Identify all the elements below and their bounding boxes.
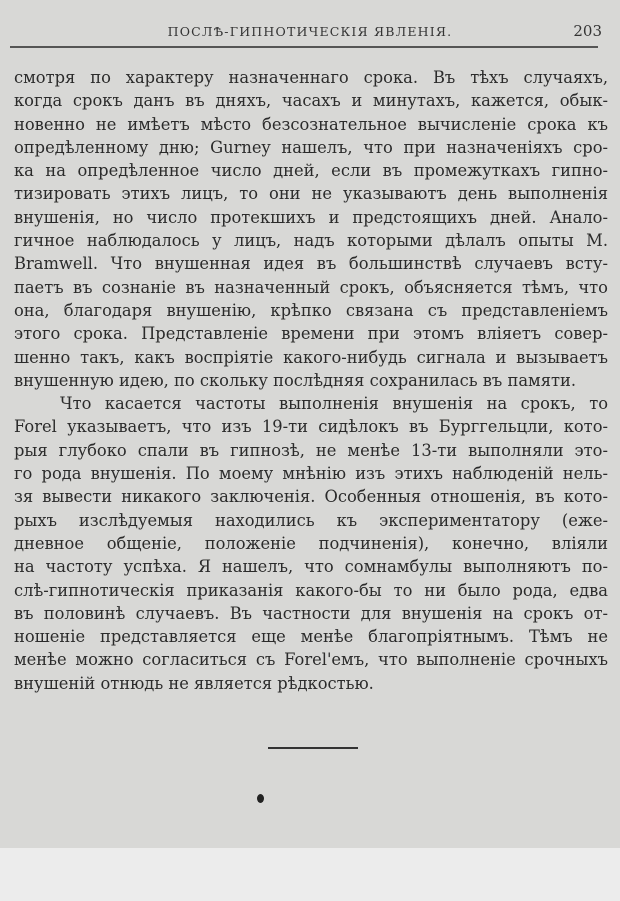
section-divider	[268, 747, 358, 749]
text-line: дневное общеніе, положеніе подчиненія), конечно, вліяли	[14, 533, 608, 553]
text-line: Forel указываетъ, что изъ 19-ти сидѣлокъ въ Бурггельцли, кото-	[14, 417, 608, 437]
text-line: рыхъ изслѣдуемыя находились къ экспериментатору (еже-	[14, 510, 608, 530]
header-rule	[10, 46, 598, 48]
text-line: тизировать этихъ лицъ, то они не указываютъ день выполненія	[14, 184, 608, 204]
body-text	[14, 66, 608, 695]
running-title: ПОСЛѢ-ГИПНОТИЧЕСКІЯ ЯВЛЕНІЯ.	[167, 24, 453, 39]
page-header	[10, 24, 610, 44]
text-line: на частоту успѣха. Я нашелъ, что сомнамбулы выполняютъ по-	[14, 557, 608, 577]
text-line: рыя глубоко спали въ гипнозѣ, не менѣе 13-ти выполняли это-	[14, 440, 608, 460]
text-line: менѣе можно согласиться съ Forel'емъ, что выполненіе срочныхъ	[14, 650, 608, 670]
text-line: этого срока. Представленіе времени при этомъ вліяетъ совер-	[14, 324, 608, 344]
text-line: Что касается частоты выполненія внушенія на срокъ, то	[60, 394, 608, 414]
text-line: го рода внушенія. По моему мнѣнію изъ этихъ наблюденій нель-	[14, 464, 608, 484]
text-line: шенно такъ, какъ воспріятіе какого-нибудь сигнала и вызываетъ	[14, 347, 608, 367]
text-line: ношеніе представляется еще менѣе благопріятнымъ. Тѣмъ не	[14, 627, 608, 647]
text-line: внушенную идею, по скольку послѣдняя сохранилась въ памяти.	[14, 370, 576, 390]
text-line: внушенія, но число протекшихъ и предстоящихъ дней. Анало-	[14, 207, 608, 227]
text-line: зя вывести никакого заключенія. Особенныя отношенія, въ кото-	[14, 487, 608, 507]
text-line: опредѣленному дню; Gurney нашелъ, что при назначеніяхъ сро-	[14, 137, 608, 157]
text-line: слѣ-гипнотическія приказанія какого-бы то ни было рода, едва	[14, 580, 608, 600]
text-line: смотря по характеру назначеннаго срока. Въ тѣхъ случаяхъ,	[14, 68, 608, 87]
text-line: въ половинѣ случаевъ. Въ частности для внушенія на срокъ от-	[14, 603, 608, 623]
text-line: когда срокъ данъ въ дняхъ, часахъ и минутахъ, кажется, обык-	[14, 91, 608, 111]
page-number: 203	[573, 22, 602, 40]
text-line: она, благодаря внушенію, крѣпко связана съ представленіемъ	[14, 300, 608, 320]
text-line: паетъ въ сознаніе въ назначенный срокъ, объясняется тѣмъ, что	[14, 277, 608, 297]
text-line: внушеній отнюдь не является рѣдкостью.	[14, 673, 374, 693]
text-line: ка на опредѣленное число дней, если въ промежуткахъ гипно-	[14, 161, 608, 181]
text-line: гичное наблюдалось у лицъ, надъ которыми дѣлалъ опыты М.	[14, 231, 608, 251]
page-bottom-margin	[0, 848, 620, 901]
text-line: новенно не имѣетъ мѣсто безсознательное вычисленіе срока къ	[14, 114, 608, 134]
ink-dot	[257, 794, 264, 803]
text-line: Bramwell. Что внушенная идея въ большинствѣ случаевъ всту-	[14, 254, 608, 274]
